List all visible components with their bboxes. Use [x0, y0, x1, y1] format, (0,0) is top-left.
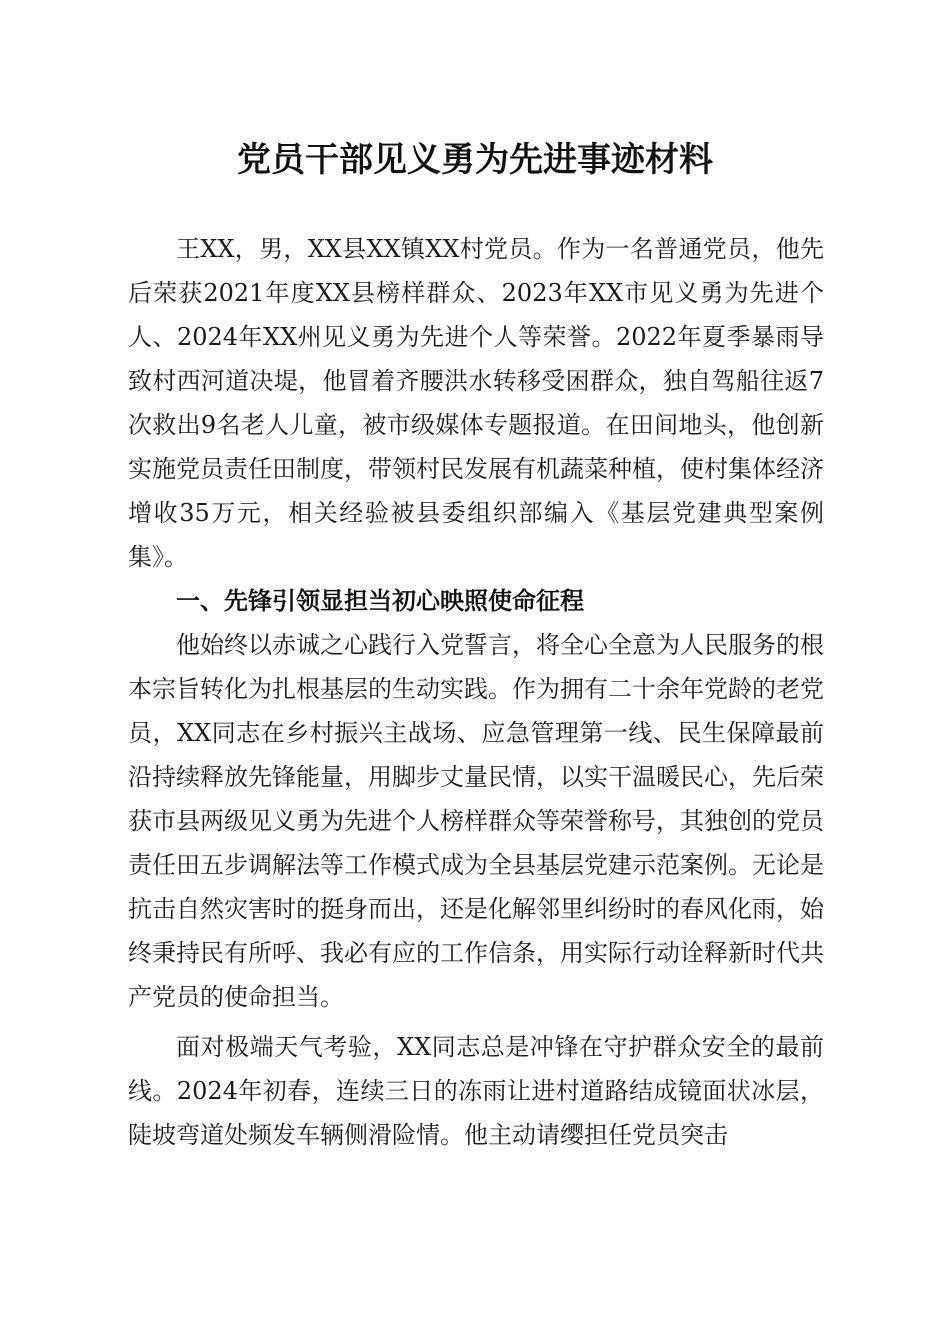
intro-paragraph: 王XX，男，XX县XX镇XX村党员。作为一名普通党员，他先后荣获2021年度XX县榜样群众、2023年XX市见义勇为先进个人、2024年XX州见义勇为先进个人等荣誉。2022年夏季暴雨导致村西河道决堤，他冒着齐腰洪水转移受困群众，独自驾船往返7次救出9名老人儿童，被市级媒体专题报道。在田间地头，他创新实施党员责任田制度，带领村民发展有机蔬菜种植，使村集体经济增收35万元，相关经验被县委组织部编入《基层党建典型案例集》。: [128, 235, 824, 571]
section-paragraph: 面对极端天气考验，XX同志总是冲锋在守护群众安全的最前线。2024年初春，连续三日的冻雨让进村道路结成镜面状冰层，陡坡弯道处频发车辆侧滑险情。他主动请缨担任党员突击: [128, 1033, 824, 1149]
section-paragraph: 他始终以赤诚之心践行入党誓言，将全心全意为人民服务的根本宗旨转化为扎根基层的生动实践。作为拥有二十余年党龄的老党员，XX同志在乡村振兴主战场、应急管理第一线、民生保障最前沿持续释放先锋能量，用脚步丈量民情，以实干温暖民心，先后荣获市县两级见义勇为先进个人榜样群众等荣誉称号，其独创的党员责任田五步调解法等工作模式成为全县基层党建示范案例。无论是抗击自然灾害时的挺身而出，还是化解邻里纠纷时的春风化雨，始终秉持民有所呼、我必有应的工作信条，用实际行动诠释新时代共产党员的使命担当。: [128, 631, 824, 1011]
document-title: 党员干部见义勇为先进事迹材料: [237, 140, 713, 180]
document-body: [128, 227, 824, 1157]
section-heading: 一、先锋引领显担当初心映照使命征程: [176, 587, 584, 615]
